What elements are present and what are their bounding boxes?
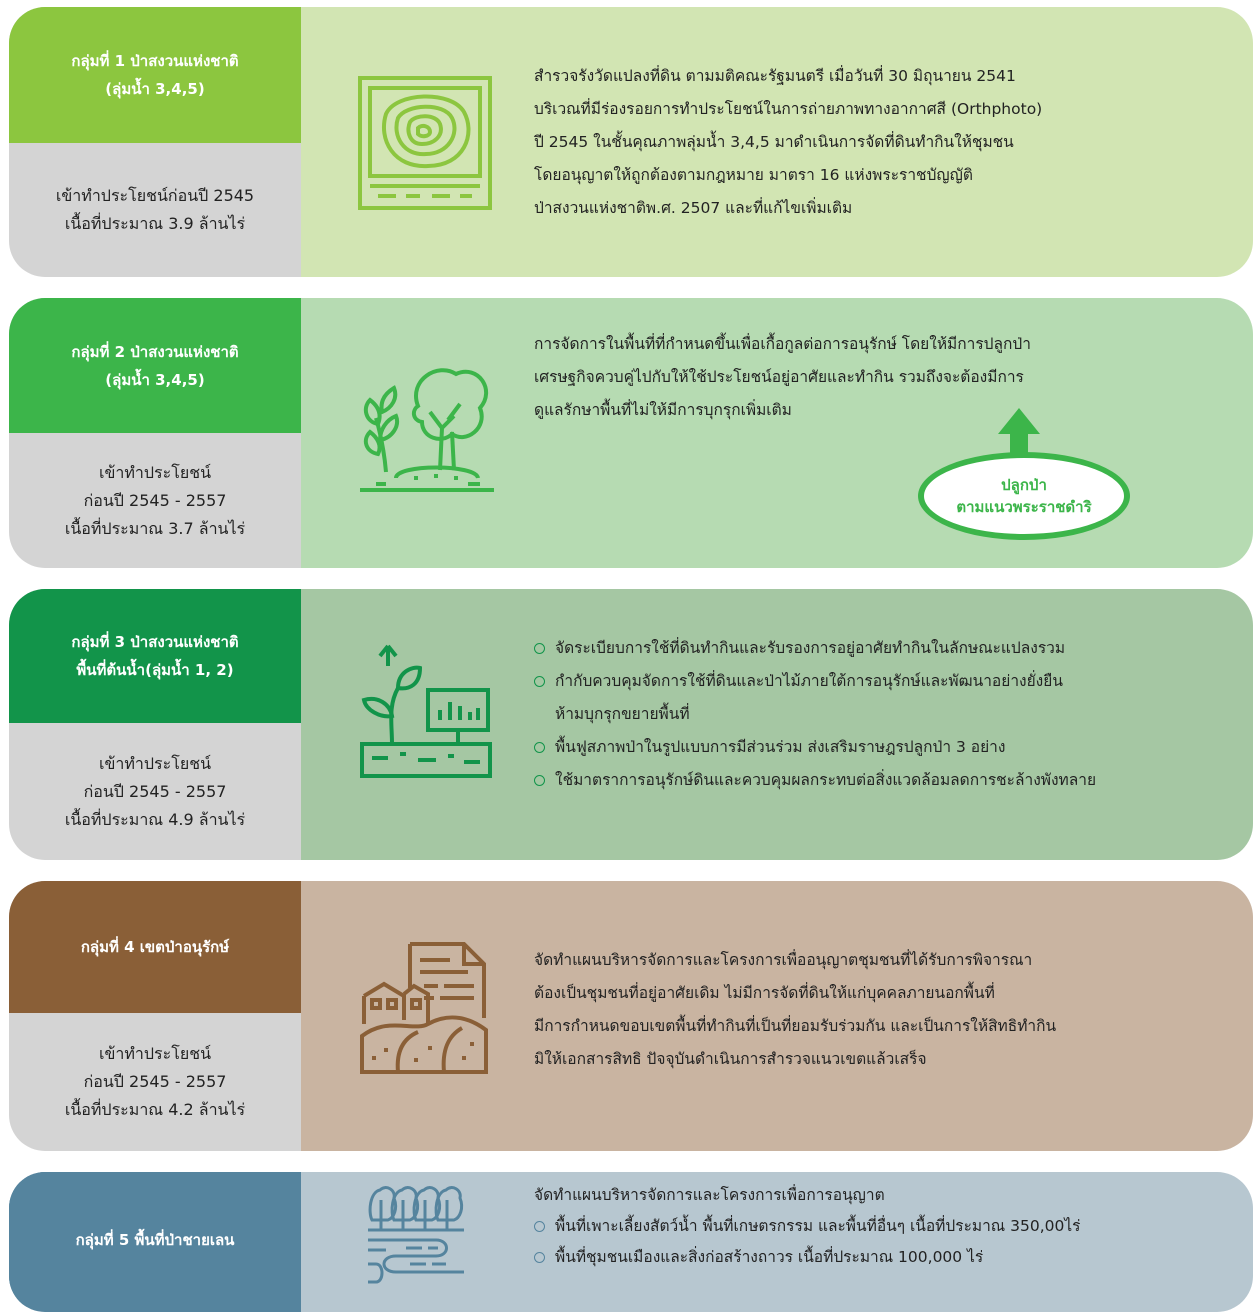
group-4-description-line: ต้องเป็นชุมชนที่อยู่อาศัยเดิม ไม่มีการจัดที่ดินให้แก่บุคคลภายนอกพื้นที่ [534,984,995,1002]
reforestation-badge [918,452,1130,540]
group-3-title [9,589,301,723]
group-1-description-line: โดยอนุญาตให้ถูกต้องตามกฎหมาย มาตรา 16 แห่งพระราชบัญญัติ [534,166,973,184]
group-3-summary-line: ก่อนปี 2545 - 2557 [83,781,227,801]
group-1-description-line: ปี 2545 ในชั้นคุณภาพลุ่มน้ำ 3,4,5 มาดำเนินการจัดที่ดินทำกินให้ชุมชน [534,133,1014,151]
group-4-description-line: มิให้เอกสารสิทธิ ปัจจุบันดำเนินการสำรวจแนวเขตแล้วเสร็จ [534,1050,927,1068]
group-1-summary-line: เข้าทำประโยชน์ก่อนปี 2545 [55,186,255,205]
tree-plant-icon [356,360,498,498]
group-4-summary [9,1013,301,1151]
group-2-summary [9,433,301,568]
group-5-content [534,1180,1080,1273]
group-3-summary [9,723,301,860]
bullet-icon [534,676,545,687]
group-3-bullet-item [534,731,1096,764]
mangrove-river-icon [366,1184,466,1286]
group-3-summary-line: เนื้อที่ประมาณ 4.9 ล้านไร่ [64,809,246,829]
group-5-title-line: กลุ่มที่ 5 พื้นที่ป่าชายเลน [75,1230,235,1249]
group-3-title-line: พื้นที่ต้นน้ำ(ลุ่มน้ำ 1, 2) [76,661,234,679]
group-5-title [9,1172,301,1307]
reforestation-badge-line: ปลูกป่า [1001,476,1047,494]
bullet-icon [534,775,545,786]
document-village-icon [358,940,490,1076]
bullet-icon [534,742,545,753]
group-1-description-line: บริเวณที่มีร่องรอยการทำประโยชน์ในการถ่ายภาพทางอากาศสี (Orthphoto) [534,100,1043,118]
group-1-description [534,60,1042,225]
group-1-title-line: (ลุ่มน้ำ 3,4,5) [105,80,205,98]
plant-monitor-icon [358,644,494,780]
group-5-bullet-item [534,1211,1080,1242]
group-3-bullet-line: จัดระเบียบการใช้ที่ดินทำกินและรับรองการอยู่อาศัยทำกินในลักษณะแปลงรวม [555,639,1066,657]
group-3-bullet-item [534,764,1096,797]
group-5-bullet-line: พื้นที่ชุมชนเมืองและสิ่งก่อสร้างถาวร เนื้อที่ประมาณ 100,000 ไร่ [555,1248,984,1266]
bullet-icon [534,1221,545,1232]
group-1-summary [9,143,301,277]
group-4-title-line: กลุ่มที่ 4 เขตป่าอนุรักษ์ [80,938,230,956]
group-1-description-line: สำรวจรังวัดแปลงที่ดิน ตามมติคณะรัฐมนตรี เมื่อวันที่ 30 มิถุนายน 2541 [534,67,1016,85]
group-5-bullet-item [534,1242,1080,1273]
group-4-summary-line: เข้าทำประโยชน์ [98,1044,211,1063]
group-1-description-line: ป่าสงวนแห่งชาติพ.ศ. 2507 และที่แก้ไขเพิ่มเติม [534,199,853,217]
group-1-title [9,7,301,143]
group-3-summary-line: เข้าทำประโยชน์ [98,753,211,773]
group-4-summary-line: เนื้อที่ประมาณ 4.2 ล้านไร่ [64,1100,246,1119]
bullet-icon [534,643,545,654]
group-2-title-line: (ลุ่มน้ำ 3,4,5) [105,370,205,389]
bullet-icon [534,1252,545,1263]
group-4-description [534,944,1056,1076]
group-3-bullet-line: พื้นฟูสภาพป่าในรูปแบบการมีส่วนร่วม ส่งเสริมราษฎรปลูกป่า 3 อย่าง [555,738,1006,756]
group-2-description [534,328,1031,427]
group-3-bullet-item [534,665,1096,731]
group-4-title [9,881,301,1013]
group-2-summary-line: เข้าทำประโยชน์ [98,462,211,482]
group-3-bullet-line: ห้ามบุกรุกขยายพื้นที่ [555,705,690,723]
group-3-title-line: กลุ่มที่ 3 ป่าสงวนแห่งชาติ [71,633,239,651]
group-5-intro: จัดทำแผนบริหารจัดการและโครงการเพื่อการอนุญาต [534,1186,885,1204]
group-4-description-line: มีการกำหนดขอบเขตพื้นที่ทำกินที่เป็นที่ยอมรับร่วมกัน และเป็นการให้สิทธิทำกิน [534,1017,1057,1035]
group-2-description-line: เศรษฐกิจควบคู่ไปกับให้ใช้ประโยชน์อยู่อาศัยและทำกิน รวมถึงจะต้องมีการ [534,368,1024,386]
group-3-bullet-line: ใช้มาตราการอนุรักษ์ดินและควบคุมผลกระทบต่อสิ่งแวดล้อมลดการชะล้างพังทลาย [555,771,1097,789]
group-2-description-line: การจัดการในพื้นที่ที่กำหนดขึ้นเพื่อเกื้อกูลต่อการอนุรักษ์ โดยให้มีการปลูกป่า [534,335,1031,353]
group-3-bullet-line: กำกับควบคุมจัดการใช้ที่ดินและป่าไม้ภายใต้การอนุรักษ์และพัฒนาอย่างยั่งยืน [555,672,1063,690]
group-3-bullet-item [534,632,1096,665]
group-4-description-line: จัดทำแผนบริหารจัดการและโครงการเพื่ออนุญาตชุมชนที่ได้รับการพิจารณา [534,951,1033,969]
reforestation-badge-line: ตามแนวพระราชดำริ [956,498,1092,516]
group-2-title-line: กลุ่มที่ 2 ป่าสงวนแห่งชาติ [71,342,239,361]
group-2-summary-line: ก่อนปี 2545 - 2557 [83,490,227,510]
group-2-summary-line: เนื้อที่ประมาณ 3.7 ล้านไร่ [64,518,246,538]
group-2-title [9,298,301,433]
group-5-bullet-line: พื้นที่เพาะเลี้ยงสัตว์น้ำ พื้นที่เกษตรกรรม และพื้นที่อื่นๆ เนื้อที่ประมาณ 350,00ไร่ [555,1217,1081,1235]
group-4-summary-line: ก่อนปี 2545 - 2557 [83,1072,227,1091]
group-3-bullet-list [534,632,1096,797]
land-survey-map-icon [356,74,494,212]
group-1-summary-line: เนื้อที่ประมาณ 3.9 ล้านไร่ [64,214,246,233]
group-2-description-line: ดูแลรักษาพื้นที่ไม่ให้มีการบุกรุกเพิ่มเติม [534,401,792,419]
group-1-title-line: กลุ่มที่ 1 ป่าสงวนแห่งชาติ [71,52,239,70]
